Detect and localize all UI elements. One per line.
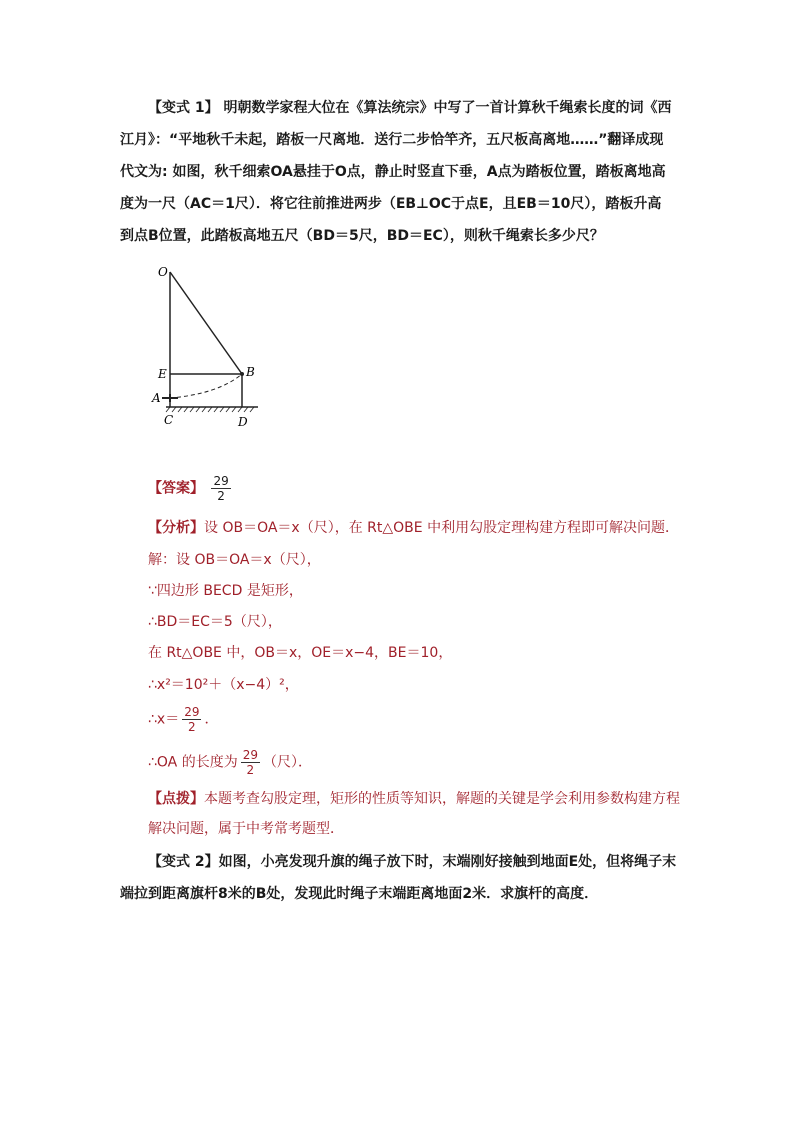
- solution-fraction-1: $\frac{29}{2}$: [184, 705, 200, 734]
- comment-line-1: 【点拨】本题考查勾股定理，矩形的性质等知识，解题的关键是学会利用参数构建方程: [148, 791, 680, 807]
- problem-2-line-2: 端拉到距离旗杆8米的B处，发现此时绳子末端距离地面2米．求旗杆的高度．: [120, 886, 599, 902]
- problem-2: [120, 846, 688, 910]
- solution-fraction-2: $\frac{29}{2}$: [242, 748, 258, 777]
- problem-1-tag: 【变式 1】: [148, 100, 219, 116]
- problem-1-line-5: 到点B位置，此踏板高地五尺（BD＝5尺，BD＝EC），则秋千绳索长多少尺？: [120, 228, 604, 244]
- solution-line-2: ∵四边形 BECD 是矩形，: [148, 583, 303, 599]
- answer-fraction: $\frac{29}{2}$: [213, 474, 229, 503]
- solution-line-1: 解：设 OB＝OA＝x（尺），: [148, 552, 321, 568]
- analysis-text: 设 OB＝OA＝x（尺），在 Rt△OBE 中利用勾股定理构建方程即可解决问题．: [204, 520, 680, 536]
- analysis-row: [148, 515, 679, 541]
- label-c: C: [164, 413, 174, 427]
- problem-1-line-1: 【变式 1】 明朝数学家程大位在《算法统宗》中写了一首计算秋千绳索长度的词《西: [148, 100, 672, 116]
- solution-line-6: ∴x＝ $\frac{29}{2}$ ．: [148, 705, 219, 734]
- solution-line-5: ∴x²＝10²＋（x−4）²，: [148, 677, 299, 693]
- answer-tag: 【答案】: [148, 480, 204, 497]
- point-b: [240, 372, 244, 376]
- label-a: A: [152, 391, 161, 405]
- label-o: O: [158, 265, 168, 279]
- analysis-tag: 【分析】: [148, 520, 204, 536]
- label-b: B: [246, 365, 255, 379]
- problem-1-line-4: 度为一尺（AC＝1尺）．将它往前推进两步（EB⊥OC于点E，且EB＝10尺），踏板升高: [120, 196, 662, 212]
- problem-2-line-1: 【变式 2】如图，小亮发现升旗的绳子放下时，末端刚好接触到地面E处，但将绳子末: [148, 854, 677, 870]
- swing-arc: [170, 374, 242, 398]
- problem-2-tag: 【变式 2】: [148, 854, 219, 870]
- comment-tag: 【点拨】: [148, 791, 204, 807]
- problem-1-line-2: 江月》：“平地秋千未起，踏板一尺离地．送行二步恰竿齐，五尺板高离地……”翻译成现: [120, 132, 664, 148]
- problem-1: [120, 92, 688, 252]
- comment-line-2: 解决问题，属于中考常考题型．: [148, 821, 344, 837]
- problem-1-line-3: 代文为: 如图，秋千细索OA悬挂于O点，静止时竖直下垂，A点为踏板位置，踏板离地高: [120, 164, 666, 180]
- answer-row: [148, 474, 234, 503]
- label-e: E: [158, 367, 167, 381]
- solution-line-7: ∴OA 的长度为 $\frac{29}{2}$ （尺）．: [148, 748, 312, 777]
- solution-line-4: 在 Rt△OBE 中，OB＝x，OE＝x−4，BE＝10，: [148, 645, 453, 661]
- label-d: D: [238, 415, 248, 429]
- swing-diagram: [148, 262, 268, 432]
- segment-ob: [170, 272, 242, 374]
- solution-line-3: ∴BD＝EC＝5（尺），: [148, 614, 282, 630]
